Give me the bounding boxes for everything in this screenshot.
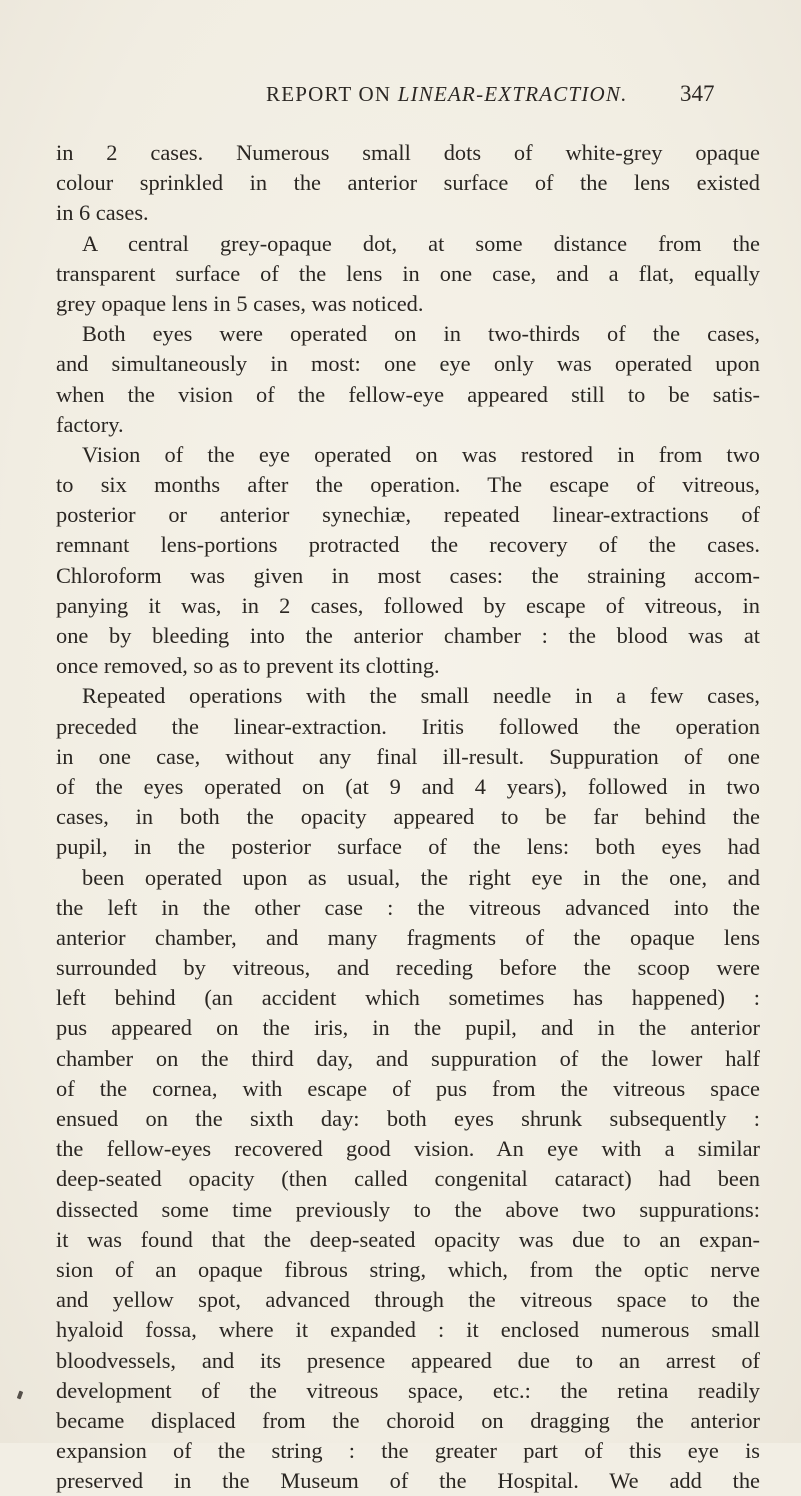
text-line: dissected some time previously to the above two suppurations: — [56, 1196, 760, 1222]
text-line: grey opaque lens in 5 cases, was noticed. — [56, 290, 424, 316]
text-line: left behind (an accident which sometimes has happened) : — [56, 985, 760, 1011]
running-title-italic: LINEAR-EXTRACTION. — [397, 82, 628, 106]
text-line: when the vision of the fellow-eye appeared still to be satis- — [56, 381, 760, 407]
body-text — [56, 138, 760, 1496]
text-line: and yellow spot, advanced through the vitreous space to the — [56, 1287, 760, 1313]
text-line: preserved in the Museum of the Hospital. We add the — [56, 1468, 760, 1494]
text-line: bloodvessels, and its presence appeared due to an arrest of — [56, 1347, 760, 1373]
text-line: surrounded by vitreous, and receding before the scoop were — [56, 955, 760, 981]
running-head — [0, 82, 801, 112]
text-line: in one case, without any final ill-result. Suppuration of one — [56, 743, 760, 769]
text-line: remnant lens-portions protracted the recovery of the cases. — [56, 532, 760, 558]
text-line: in 6 cases. — [56, 200, 149, 226]
text-line: factory. — [56, 411, 124, 437]
text-line: of the eyes operated on (at 9 and 4 years), followed in two — [56, 773, 760, 799]
text-line: colour sprinkled in the anterior surface of the lens existed — [56, 170, 760, 196]
text-line: ensued on the sixth day: both eyes shrunk subsequently : — [56, 1106, 760, 1131]
ink-speck — [17, 1391, 23, 1400]
text-line: and simultaneously in most: one eye only was operated upon — [56, 351, 760, 377]
text-line: the fellow-eyes recovered good vision. An eye with a similar — [56, 1136, 760, 1162]
text-line: the left in the other case : the vitreous advanced into the — [56, 894, 760, 920]
text-line: deep-seated opacity (then called congenital cataract) had been — [56, 1166, 760, 1192]
text-line: to six months after the operation. The escape of vitreous, — [56, 472, 760, 498]
text-line: development of the vitreous space, etc.: the retina readily — [56, 1377, 760, 1403]
text-line: posterior or anterior synechiæ, repeated linear-extractions of — [56, 502, 760, 528]
text-line: became displaced from the choroid on dragging the anterior — [56, 1407, 760, 1433]
text-line: been operated upon as usual, the right eye in the one, and — [82, 864, 760, 890]
text-line: pus appeared on the iris, in the pupil, and in the anterior — [56, 1015, 760, 1041]
text-line: it was found that the deep-seated opacity was due to an expan- — [56, 1226, 760, 1252]
running-title — [266, 82, 628, 107]
text-line: Repeated operations with the small needle in a few cases, — [82, 683, 760, 709]
text-line: chamber on the third day, and suppuration of the lower half — [56, 1045, 760, 1071]
text-line: in 2 cases. Numerous small dots of white-grey opaque — [56, 140, 760, 165]
text-line: anterior chamber, and many fragments of the opaque lens — [56, 924, 760, 950]
text-line: Chloroform was given in most cases: the straining accom- — [56, 562, 760, 588]
text-line: transparent surface of the lens in one case, and a flat, equally — [56, 260, 760, 286]
text-line: Vision of the eye operated on was restored in from two — [82, 441, 760, 467]
text-line: Both eyes were operated on in two-thirds of the cases, — [82, 321, 760, 347]
text-line: expansion of the string : the greater part of this eye is — [56, 1438, 760, 1464]
text-line: A central grey-opaque dot, at some distance from the — [82, 230, 760, 256]
text-line: of the cornea, with escape of pus from the vitreous space — [56, 1075, 760, 1101]
text-line: pupil, in the posterior surface of the lens: both eyes had — [56, 834, 760, 860]
text-line: panying it was, in 2 cases, followed by escape of vitreous, in — [56, 592, 760, 618]
running-title-prefix: REPORT ON — [266, 82, 398, 106]
text-line: one by bleeding into the anterior chamber : the blood was at — [56, 623, 760, 648]
text-line: hyaloid fossa, where it expanded : it enclosed numerous small — [56, 1317, 760, 1343]
text-line: once removed, so as to prevent its clotting. — [56, 653, 440, 679]
text-line: cases, in both the opacity appeared to be far behind the — [56, 804, 760, 830]
text-line: sion of an opaque fibrous string, which, from the optic nerve — [56, 1256, 760, 1282]
page-number: 347 — [680, 81, 715, 106]
text-line: preceded the linear-extraction. Iritis followed the operation — [56, 713, 760, 739]
